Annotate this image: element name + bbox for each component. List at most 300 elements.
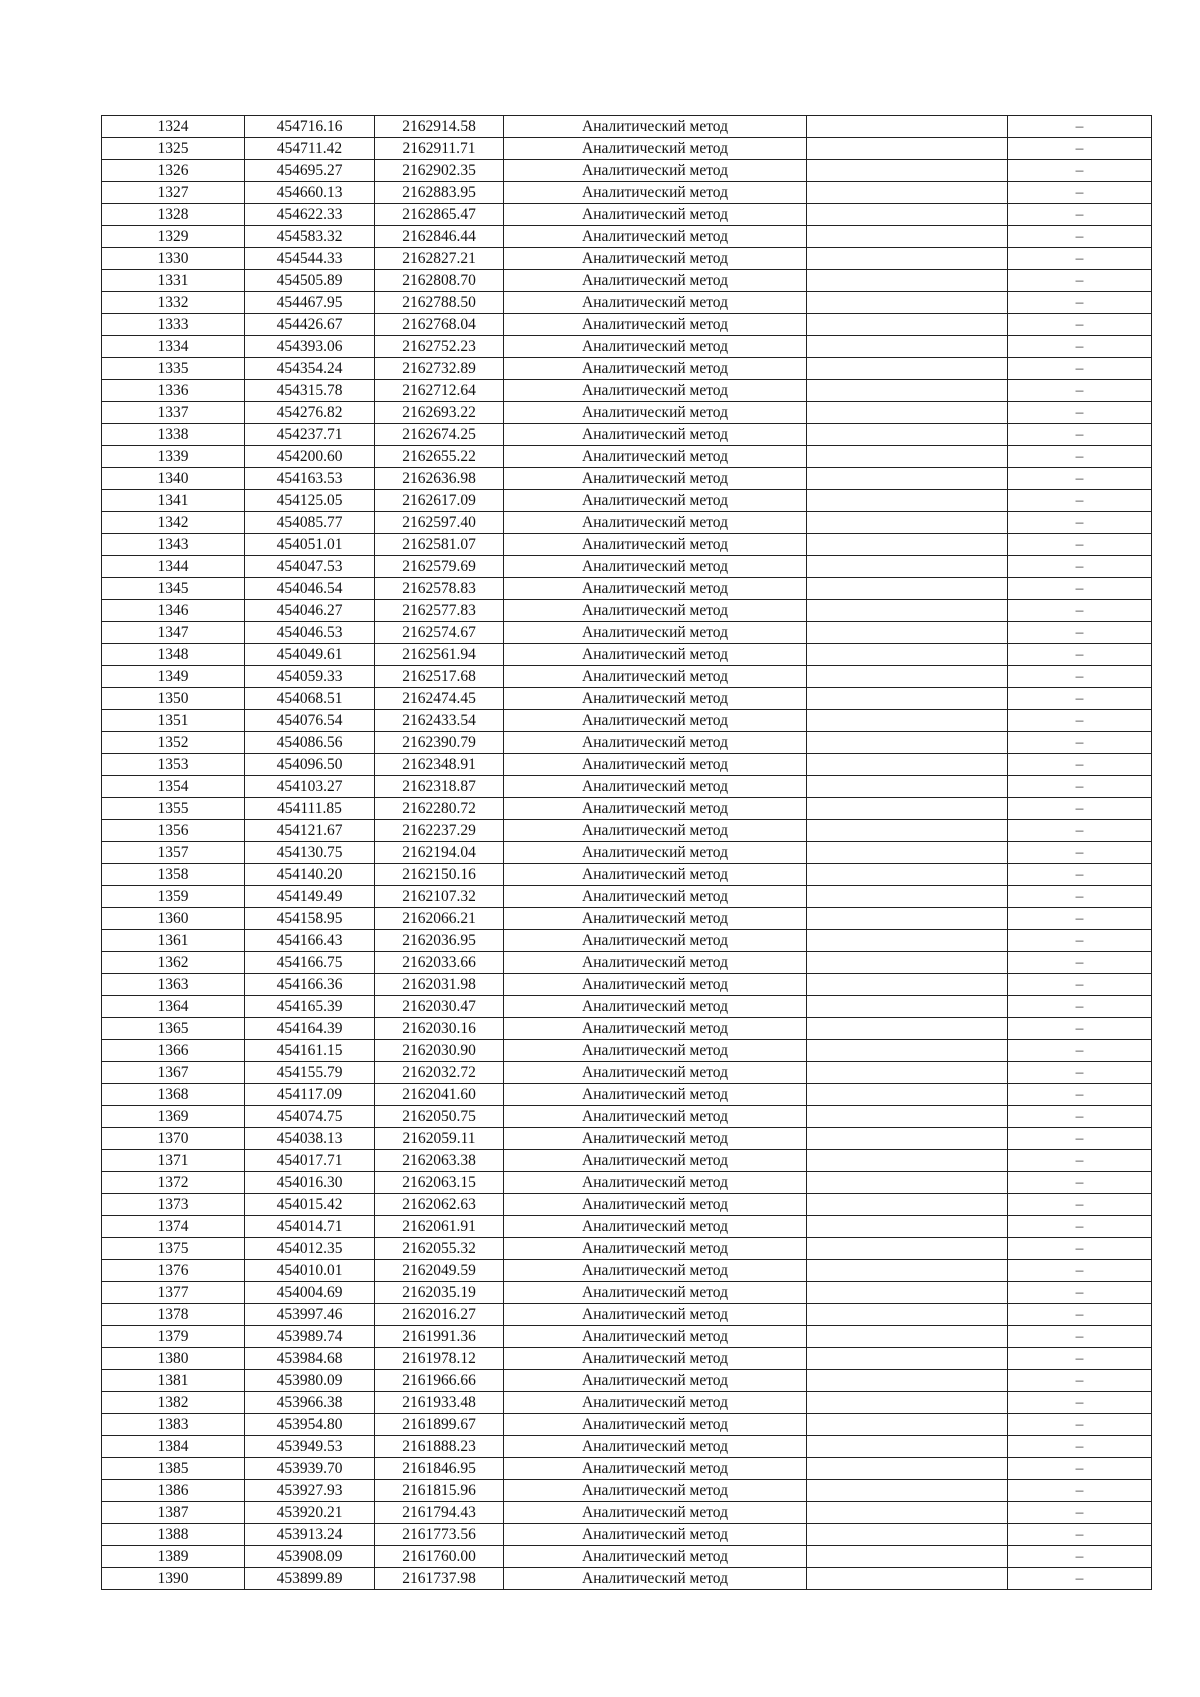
y-coordinate: 2161815.96 <box>375 1480 504 1502</box>
table-row <box>102 1568 1152 1590</box>
dash-cell: – <box>1008 1546 1152 1568</box>
method-cell: Аналитический метод <box>504 380 807 402</box>
x-coordinate: 454164.39 <box>245 1018 375 1040</box>
y-coordinate: 2161737.98 <box>375 1568 504 1590</box>
x-coordinate: 454711.42 <box>245 138 375 160</box>
method-cell: Аналитический метод <box>504 1238 807 1260</box>
point-number: 1348 <box>102 644 245 666</box>
dash-cell: – <box>1008 490 1152 512</box>
y-coordinate: 2162732.89 <box>375 358 504 380</box>
method-cell: Аналитический метод <box>504 1414 807 1436</box>
table-row <box>102 1348 1152 1370</box>
point-number: 1366 <box>102 1040 245 1062</box>
blank-cell <box>807 908 1008 930</box>
y-coordinate: 2162914.58 <box>375 116 504 138</box>
x-coordinate: 454017.71 <box>245 1150 375 1172</box>
x-coordinate: 454166.75 <box>245 952 375 974</box>
method-cell: Аналитический метод <box>504 1480 807 1502</box>
method-cell: Аналитический метод <box>504 864 807 886</box>
y-coordinate: 2162035.19 <box>375 1282 504 1304</box>
dash-cell: – <box>1008 1282 1152 1304</box>
y-coordinate: 2161760.00 <box>375 1546 504 1568</box>
table-row <box>102 380 1152 402</box>
blank-cell <box>807 1238 1008 1260</box>
y-coordinate: 2162579.69 <box>375 556 504 578</box>
table-row <box>102 1018 1152 1040</box>
y-coordinate: 2162107.32 <box>375 886 504 908</box>
y-coordinate: 2162636.98 <box>375 468 504 490</box>
method-cell: Аналитический метод <box>504 1084 807 1106</box>
point-number: 1343 <box>102 534 245 556</box>
x-coordinate: 454046.54 <box>245 578 375 600</box>
blank-cell <box>807 1546 1008 1568</box>
blank-cell <box>807 1370 1008 1392</box>
point-number: 1349 <box>102 666 245 688</box>
y-coordinate: 2161794.43 <box>375 1502 504 1524</box>
blank-cell <box>807 424 1008 446</box>
method-cell: Аналитический метод <box>504 996 807 1018</box>
dash-cell: – <box>1008 1216 1152 1238</box>
point-number: 1325 <box>102 138 245 160</box>
point-number: 1350 <box>102 688 245 710</box>
x-coordinate: 454076.54 <box>245 710 375 732</box>
method-cell: Аналитический метод <box>504 1194 807 1216</box>
method-cell: Аналитический метод <box>504 358 807 380</box>
x-coordinate: 454544.33 <box>245 248 375 270</box>
x-coordinate: 454161.15 <box>245 1040 375 1062</box>
method-cell: Аналитический метод <box>504 776 807 798</box>
method-cell: Аналитический метод <box>504 556 807 578</box>
blank-cell <box>807 644 1008 666</box>
x-coordinate: 454622.33 <box>245 204 375 226</box>
table-row <box>102 468 1152 490</box>
table-row <box>102 226 1152 248</box>
point-number: 1330 <box>102 248 245 270</box>
y-coordinate: 2162674.25 <box>375 424 504 446</box>
x-coordinate: 454085.77 <box>245 512 375 534</box>
x-coordinate: 454660.13 <box>245 182 375 204</box>
y-coordinate: 2162059.11 <box>375 1128 504 1150</box>
point-number: 1371 <box>102 1150 245 1172</box>
point-number: 1363 <box>102 974 245 996</box>
dash-cell: – <box>1008 292 1152 314</box>
dash-cell: – <box>1008 248 1152 270</box>
point-number: 1334 <box>102 336 245 358</box>
blank-cell <box>807 358 1008 380</box>
blank-cell <box>807 1150 1008 1172</box>
y-coordinate: 2162062.63 <box>375 1194 504 1216</box>
method-cell: Аналитический метод <box>504 402 807 424</box>
method-cell: Аналитический метод <box>504 226 807 248</box>
x-coordinate: 454096.50 <box>245 754 375 776</box>
point-number: 1345 <box>102 578 245 600</box>
method-cell: Аналитический метод <box>504 534 807 556</box>
point-number: 1375 <box>102 1238 245 1260</box>
table-row <box>102 996 1152 1018</box>
method-cell: Аналитический метод <box>504 1260 807 1282</box>
table-row <box>102 424 1152 446</box>
method-cell: Аналитический метод <box>504 138 807 160</box>
table-row <box>102 270 1152 292</box>
method-cell: Аналитический метод <box>504 1392 807 1414</box>
table-row <box>102 402 1152 424</box>
point-number: 1327 <box>102 182 245 204</box>
point-number: 1341 <box>102 490 245 512</box>
blank-cell <box>807 270 1008 292</box>
dash-cell: – <box>1008 754 1152 776</box>
table-row <box>102 1282 1152 1304</box>
table-row <box>102 1502 1152 1524</box>
dash-cell: – <box>1008 578 1152 600</box>
blank-cell <box>807 1260 1008 1282</box>
table-row <box>102 1414 1152 1436</box>
table-row <box>102 820 1152 842</box>
method-cell: Аналитический метод <box>504 820 807 842</box>
x-coordinate: 453927.93 <box>245 1480 375 1502</box>
x-coordinate: 454163.53 <box>245 468 375 490</box>
blank-cell <box>807 1524 1008 1546</box>
table-row <box>102 160 1152 182</box>
y-coordinate: 2161888.23 <box>375 1436 504 1458</box>
point-number: 1336 <box>102 380 245 402</box>
x-coordinate: 454583.32 <box>245 226 375 248</box>
method-cell: Аналитический метод <box>504 1502 807 1524</box>
method-cell: Аналитический метод <box>504 798 807 820</box>
y-coordinate: 2161966.66 <box>375 1370 504 1392</box>
x-coordinate: 454426.67 <box>245 314 375 336</box>
table-row <box>102 1524 1152 1546</box>
method-cell: Аналитический метод <box>504 204 807 226</box>
blank-cell <box>807 204 1008 226</box>
method-cell: Аналитический метод <box>504 578 807 600</box>
x-coordinate: 454315.78 <box>245 380 375 402</box>
x-coordinate: 454015.42 <box>245 1194 375 1216</box>
point-number: 1376 <box>102 1260 245 1282</box>
table-row <box>102 248 1152 270</box>
point-number: 1328 <box>102 204 245 226</box>
dash-cell: – <box>1008 820 1152 842</box>
point-number: 1389 <box>102 1546 245 1568</box>
method-cell: Аналитический метод <box>504 1370 807 1392</box>
blank-cell <box>807 798 1008 820</box>
blank-cell <box>807 864 1008 886</box>
blank-cell <box>807 248 1008 270</box>
table-row <box>102 1084 1152 1106</box>
method-cell: Аналитический метод <box>504 1040 807 1062</box>
blank-cell <box>807 886 1008 908</box>
dash-cell: – <box>1008 952 1152 974</box>
y-coordinate: 2162911.71 <box>375 138 504 160</box>
x-coordinate: 454049.61 <box>245 644 375 666</box>
point-number: 1359 <box>102 886 245 908</box>
method-cell: Аналитический метод <box>504 424 807 446</box>
method-cell: Аналитический метод <box>504 446 807 468</box>
blank-cell <box>807 1458 1008 1480</box>
y-coordinate: 2162517.68 <box>375 666 504 688</box>
x-coordinate: 454505.89 <box>245 270 375 292</box>
dash-cell: – <box>1008 336 1152 358</box>
point-number: 1381 <box>102 1370 245 1392</box>
table-row <box>102 1238 1152 1260</box>
table-row <box>102 1304 1152 1326</box>
blank-cell <box>807 1062 1008 1084</box>
method-cell: Аналитический метод <box>504 930 807 952</box>
dash-cell: – <box>1008 776 1152 798</box>
blank-cell <box>807 314 1008 336</box>
x-coordinate: 454149.49 <box>245 886 375 908</box>
x-coordinate: 454130.75 <box>245 842 375 864</box>
method-cell: Аналитический метод <box>504 908 807 930</box>
dash-cell: – <box>1008 1326 1152 1348</box>
point-number: 1351 <box>102 710 245 732</box>
point-number: 1372 <box>102 1172 245 1194</box>
x-coordinate: 454046.53 <box>245 622 375 644</box>
blank-cell <box>807 1084 1008 1106</box>
point-number: 1361 <box>102 930 245 952</box>
method-cell: Аналитический метод <box>504 182 807 204</box>
y-coordinate: 2162655.22 <box>375 446 504 468</box>
y-coordinate: 2162577.83 <box>375 600 504 622</box>
y-coordinate: 2162561.94 <box>375 644 504 666</box>
blank-cell <box>807 402 1008 424</box>
method-cell: Аналитический метод <box>504 1150 807 1172</box>
y-coordinate: 2162061.91 <box>375 1216 504 1238</box>
y-coordinate: 2162712.64 <box>375 380 504 402</box>
x-coordinate: 454695.27 <box>245 160 375 182</box>
dash-cell: – <box>1008 468 1152 490</box>
table-row <box>102 1546 1152 1568</box>
y-coordinate: 2162033.66 <box>375 952 504 974</box>
x-coordinate: 453908.09 <box>245 1546 375 1568</box>
y-coordinate: 2162237.29 <box>375 820 504 842</box>
point-number: 1377 <box>102 1282 245 1304</box>
y-coordinate: 2162318.87 <box>375 776 504 798</box>
point-number: 1380 <box>102 1348 245 1370</box>
y-coordinate: 2162865.47 <box>375 204 504 226</box>
dash-cell: – <box>1008 1194 1152 1216</box>
blank-cell <box>807 1040 1008 1062</box>
blank-cell <box>807 556 1008 578</box>
x-coordinate: 454166.36 <box>245 974 375 996</box>
y-coordinate: 2162041.60 <box>375 1084 504 1106</box>
x-coordinate: 454051.01 <box>245 534 375 556</box>
dash-cell: – <box>1008 314 1152 336</box>
point-number: 1386 <box>102 1480 245 1502</box>
coordinates-table <box>101 115 1152 1590</box>
blank-cell <box>807 996 1008 1018</box>
y-coordinate: 2162581.07 <box>375 534 504 556</box>
y-coordinate: 2162066.21 <box>375 908 504 930</box>
point-number: 1356 <box>102 820 245 842</box>
dash-cell: – <box>1008 974 1152 996</box>
y-coordinate: 2162030.16 <box>375 1018 504 1040</box>
point-number: 1332 <box>102 292 245 314</box>
method-cell: Аналитический метод <box>504 754 807 776</box>
table-row <box>102 556 1152 578</box>
dash-cell: – <box>1008 512 1152 534</box>
table-row <box>102 490 1152 512</box>
y-coordinate: 2162050.75 <box>375 1106 504 1128</box>
y-coordinate: 2161899.67 <box>375 1414 504 1436</box>
table-row <box>102 138 1152 160</box>
blank-cell <box>807 182 1008 204</box>
table-row <box>102 1436 1152 1458</box>
x-coordinate: 454068.51 <box>245 688 375 710</box>
table-row <box>102 798 1152 820</box>
point-number: 1346 <box>102 600 245 622</box>
blank-cell <box>807 1502 1008 1524</box>
dash-cell: – <box>1008 358 1152 380</box>
dash-cell: – <box>1008 1568 1152 1590</box>
table-row <box>102 1392 1152 1414</box>
table-row <box>102 732 1152 754</box>
y-coordinate: 2162348.91 <box>375 754 504 776</box>
table-row <box>102 1128 1152 1150</box>
y-coordinate: 2162049.59 <box>375 1260 504 1282</box>
x-coordinate: 454010.01 <box>245 1260 375 1282</box>
y-coordinate: 2161991.36 <box>375 1326 504 1348</box>
dash-cell: – <box>1008 798 1152 820</box>
y-coordinate: 2162808.70 <box>375 270 504 292</box>
blank-cell <box>807 1348 1008 1370</box>
point-number: 1329 <box>102 226 245 248</box>
dash-cell: – <box>1008 644 1152 666</box>
table-row <box>102 1040 1152 1062</box>
y-coordinate: 2162030.47 <box>375 996 504 1018</box>
y-coordinate: 2161978.12 <box>375 1348 504 1370</box>
table-row <box>102 1216 1152 1238</box>
y-coordinate: 2162390.79 <box>375 732 504 754</box>
method-cell: Аналитический метод <box>504 1436 807 1458</box>
dash-cell: – <box>1008 1304 1152 1326</box>
x-coordinate: 454016.30 <box>245 1172 375 1194</box>
y-coordinate: 2162055.32 <box>375 1238 504 1260</box>
dash-cell: – <box>1008 1150 1152 1172</box>
table-row <box>102 578 1152 600</box>
table-row <box>102 930 1152 952</box>
dash-cell: – <box>1008 688 1152 710</box>
point-number: 1352 <box>102 732 245 754</box>
x-coordinate: 454354.24 <box>245 358 375 380</box>
table-row <box>102 204 1152 226</box>
coordinates-table-body <box>102 116 1152 1590</box>
y-coordinate: 2162846.44 <box>375 226 504 248</box>
dash-cell: – <box>1008 1040 1152 1062</box>
point-number: 1368 <box>102 1084 245 1106</box>
y-coordinate: 2162578.83 <box>375 578 504 600</box>
method-cell: Аналитический метод <box>504 622 807 644</box>
table-row <box>102 688 1152 710</box>
dash-cell: – <box>1008 886 1152 908</box>
table-row <box>102 644 1152 666</box>
dash-cell: – <box>1008 1436 1152 1458</box>
blank-cell <box>807 1106 1008 1128</box>
blank-cell <box>807 534 1008 556</box>
point-number: 1365 <box>102 1018 245 1040</box>
method-cell: Аналитический метод <box>504 116 807 138</box>
blank-cell <box>807 952 1008 974</box>
y-coordinate: 2162902.35 <box>375 160 504 182</box>
x-coordinate: 453989.74 <box>245 1326 375 1348</box>
point-number: 1333 <box>102 314 245 336</box>
method-cell: Аналитический метод <box>504 248 807 270</box>
y-coordinate: 2161846.95 <box>375 1458 504 1480</box>
blank-cell <box>807 336 1008 358</box>
point-number: 1360 <box>102 908 245 930</box>
dash-cell: – <box>1008 600 1152 622</box>
table-row <box>102 710 1152 732</box>
point-number: 1378 <box>102 1304 245 1326</box>
x-coordinate: 454012.35 <box>245 1238 375 1260</box>
blank-cell <box>807 842 1008 864</box>
y-coordinate: 2162031.98 <box>375 974 504 996</box>
x-coordinate: 454165.39 <box>245 996 375 1018</box>
y-coordinate: 2162474.45 <box>375 688 504 710</box>
dash-cell: – <box>1008 1480 1152 1502</box>
dash-cell: – <box>1008 908 1152 930</box>
method-cell: Аналитический метод <box>504 842 807 864</box>
x-coordinate: 454393.06 <box>245 336 375 358</box>
dash-cell: – <box>1008 116 1152 138</box>
blank-cell <box>807 446 1008 468</box>
point-number: 1340 <box>102 468 245 490</box>
dash-cell: – <box>1008 732 1152 754</box>
point-number: 1390 <box>102 1568 245 1590</box>
table-row <box>102 842 1152 864</box>
blank-cell <box>807 160 1008 182</box>
point-number: 1338 <box>102 424 245 446</box>
point-number: 1379 <box>102 1326 245 1348</box>
x-coordinate: 453899.89 <box>245 1568 375 1590</box>
method-cell: Аналитический метод <box>504 1326 807 1348</box>
dash-cell: – <box>1008 1172 1152 1194</box>
method-cell: Аналитический метод <box>504 1018 807 1040</box>
x-coordinate: 454166.43 <box>245 930 375 952</box>
point-number: 1362 <box>102 952 245 974</box>
x-coordinate: 453954.80 <box>245 1414 375 1436</box>
table-row <box>102 1480 1152 1502</box>
y-coordinate: 2162768.04 <box>375 314 504 336</box>
dash-cell: – <box>1008 380 1152 402</box>
y-coordinate: 2162597.40 <box>375 512 504 534</box>
x-coordinate: 454200.60 <box>245 446 375 468</box>
blank-cell <box>807 1216 1008 1238</box>
table-row <box>102 754 1152 776</box>
table-row <box>102 1172 1152 1194</box>
y-coordinate: 2162433.54 <box>375 710 504 732</box>
method-cell: Аналитический метод <box>504 1062 807 1084</box>
x-coordinate: 454467.95 <box>245 292 375 314</box>
method-cell: Аналитический метод <box>504 1348 807 1370</box>
x-coordinate: 454237.71 <box>245 424 375 446</box>
method-cell: Аналитический метод <box>504 688 807 710</box>
dash-cell: – <box>1008 226 1152 248</box>
y-coordinate: 2162883.95 <box>375 182 504 204</box>
method-cell: Аналитический метод <box>504 1458 807 1480</box>
table-row <box>102 336 1152 358</box>
table-row <box>102 908 1152 930</box>
table-row <box>102 622 1152 644</box>
dash-cell: – <box>1008 1392 1152 1414</box>
blank-cell <box>807 1018 1008 1040</box>
x-coordinate: 454004.69 <box>245 1282 375 1304</box>
point-number: 1383 <box>102 1414 245 1436</box>
dash-cell: – <box>1008 182 1152 204</box>
point-number: 1355 <box>102 798 245 820</box>
blank-cell <box>807 622 1008 644</box>
method-cell: Аналитический метод <box>504 974 807 996</box>
point-number: 1387 <box>102 1502 245 1524</box>
